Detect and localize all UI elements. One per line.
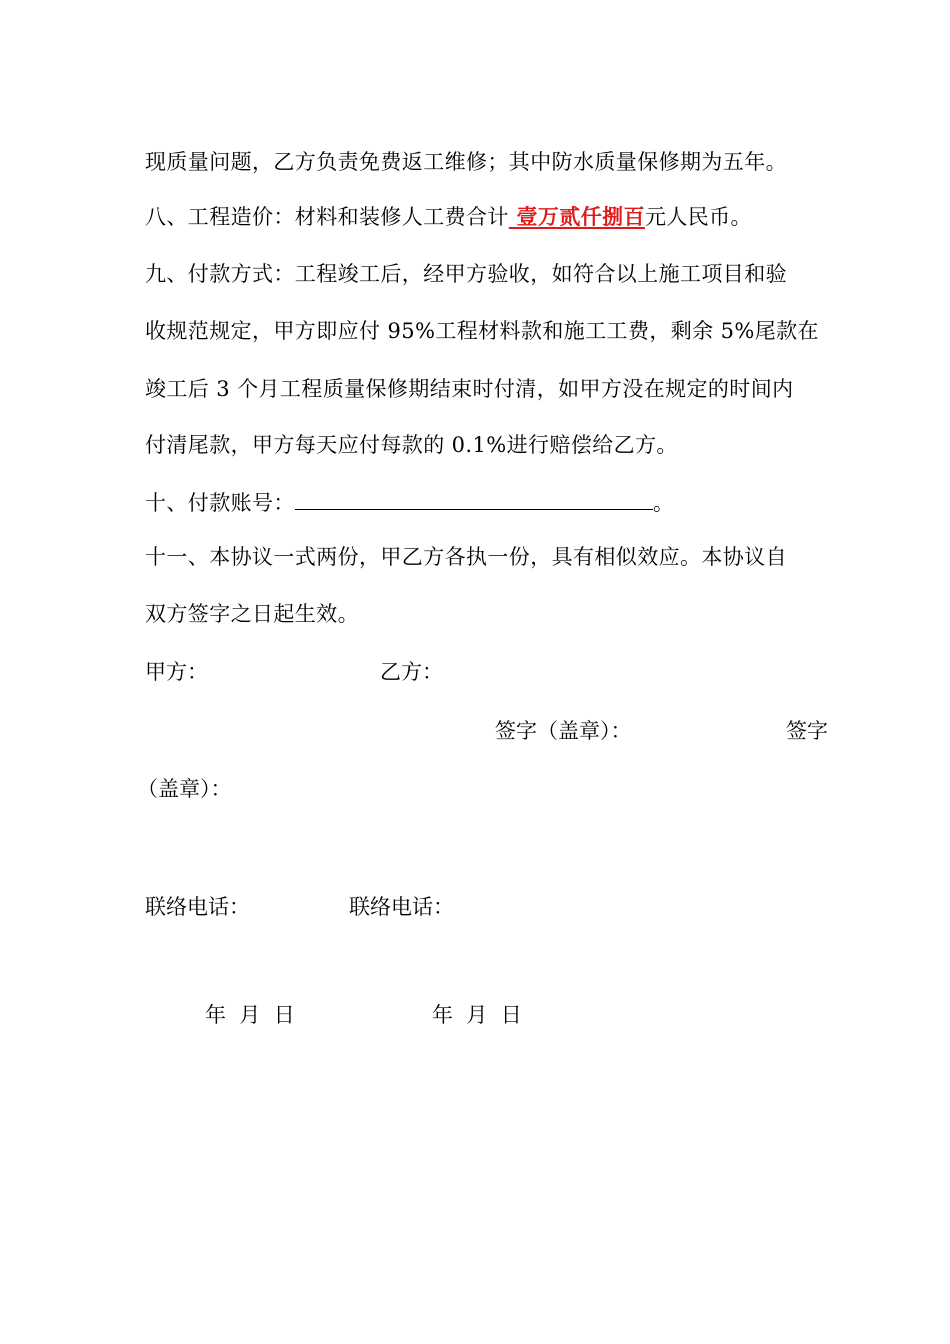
clause-7-continuation: 现质量问题，乙方负责免费返工维修；其中防水质量保修期为五年。: [145, 150, 787, 174]
party-b-label: 乙方：: [380, 660, 443, 684]
party-a-label: 甲方：: [145, 660, 208, 684]
account-end: 。: [652, 491, 675, 515]
account-label: 十、付款账号：: [145, 491, 295, 515]
clause-9-line-1: 九、付款方式：工程竣工后，经甲方验收，如符合以上施工项目和验: [145, 262, 787, 286]
party-a-signature-label: 签字（盖章）：: [495, 719, 632, 743]
party-b-phone-label: 联络电话：: [349, 895, 454, 919]
clause-8-price: [145, 202, 752, 232]
price-amount: 壹万贰仟捌百: [508, 204, 645, 229]
clause-9-line-3: 竣工后 3 个月工程质量保修期结束时付清，如甲方没在规定的时间内: [145, 377, 794, 401]
party-b-signature-label: 签字: [786, 719, 828, 743]
clause-10-account: [145, 487, 674, 518]
price-unit: 元人民币。: [644, 205, 752, 229]
clause-11-line-2: 双方签字之日起生效。: [145, 602, 359, 626]
party-b-signature-label-cont: （盖章）：: [137, 777, 232, 801]
clause-9-line-4: 付清尾款，甲方每天应付每款的 0.1%进行赔偿给乙方。: [145, 433, 678, 457]
price-label: 八、工程造价：材料和装修人工费合计: [145, 205, 509, 229]
party-a-date: 年 月 日: [205, 1003, 295, 1027]
clause-9-line-2: 收规范规定，甲方即应付 95%工程材料款和施工工费，剩余 5%尾款在: [145, 319, 819, 343]
clause-11-line-1: 十一、本协议一式两份，甲乙方各执一份，具有相似效应。本协议自: [145, 545, 787, 569]
party-a-phone-label: 联络电话：: [145, 895, 250, 919]
party-b-date: 年 月 日: [432, 1003, 522, 1027]
account-blank-line: [295, 487, 653, 510]
